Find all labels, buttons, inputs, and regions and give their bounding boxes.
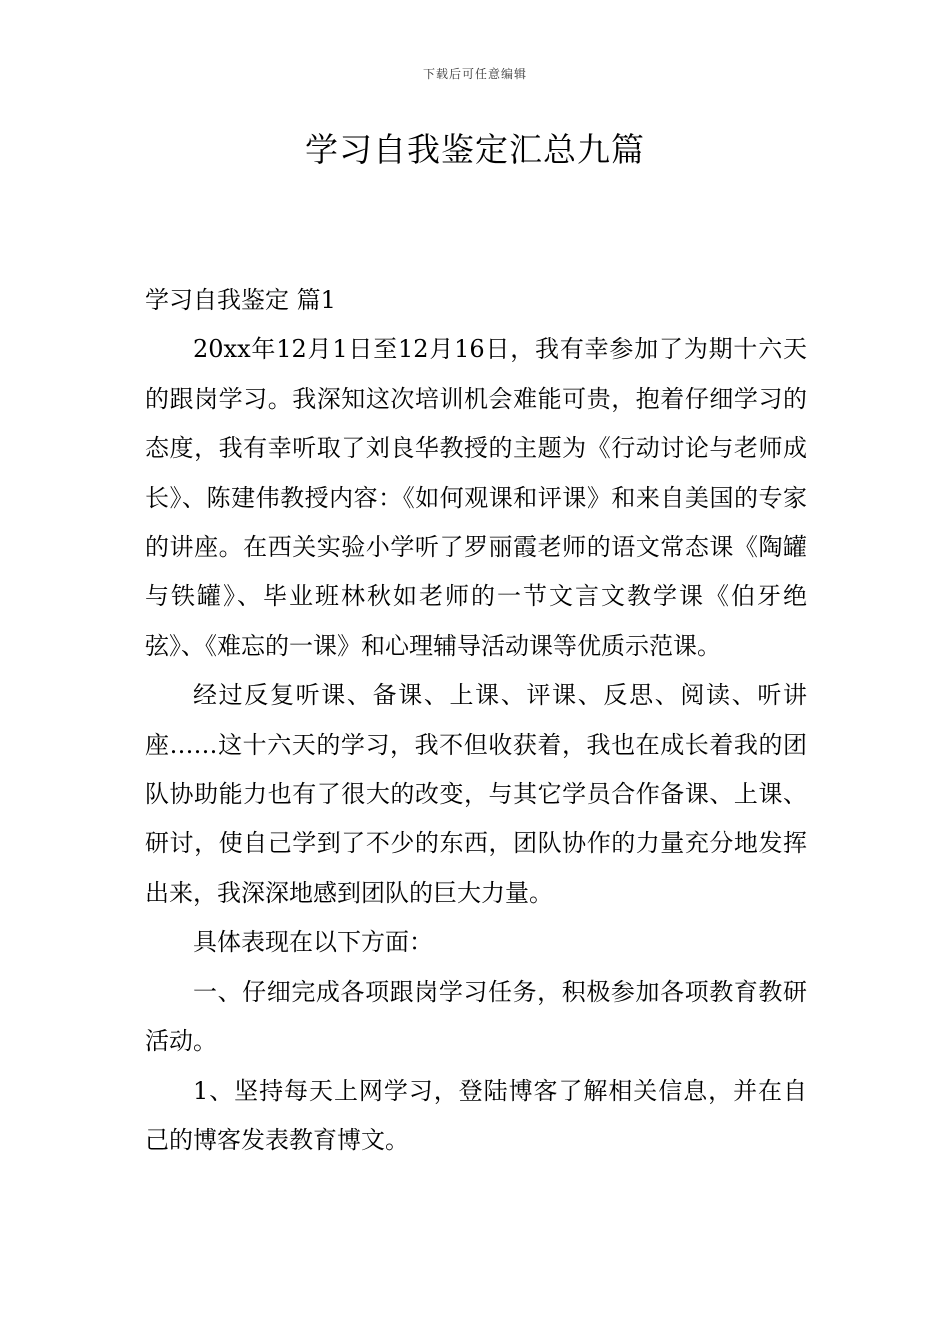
paragraph: 具体表现在以下方面：	[193, 928, 433, 957]
paragraph: 经过反复听课、备课、上课、评课、反思、阅读、听讲座……这十六天的学习，我不但收获着，我也在成长着我的团队协助能力也有了很大的改变，与其它学员合作备课、上课、研讨，使自己学到了不少的东西，团队协作的力量充分地发挥出来，我深深地感到团队的巨大力量。	[145, 681, 807, 907]
paragraph: 20xx年12月1日至12月16日，我有幸参加了为期十六天的跟岗学习。我深知这次培训机会难能可贵，抱着仔细学习的态度，我有幸听取了刘良华教授的主题为《行动讨论与老师成长》、陈建伟教授内容：《如何观课和评课》和来自美国的专家的讲座。在西关实验小学听了罗丽霞老师的语文常态课《陶罐与铁罐》、毕业班林秋如老师的一节文言文教学课《伯牙绝弦》、《难忘的一课》和心理辅导活动课等优质示范课。	[145, 335, 807, 660]
page-header: 下载后可任意编辑	[422, 67, 527, 81]
paragraph: 一、仔细完成各项跟岗学习任务，积极参加各项教育教研活动。	[145, 977, 807, 1056]
document-body	[145, 276, 807, 1165]
document-title: 学习自我鉴定汇总九篇	[305, 130, 645, 169]
paragraph: 1、坚持每天上网学习，登陆博客了解相关信息，并在自己的博客发表教育博文。	[145, 1076, 807, 1154]
section-heading: 学习自我鉴定 篇1	[145, 286, 336, 314]
